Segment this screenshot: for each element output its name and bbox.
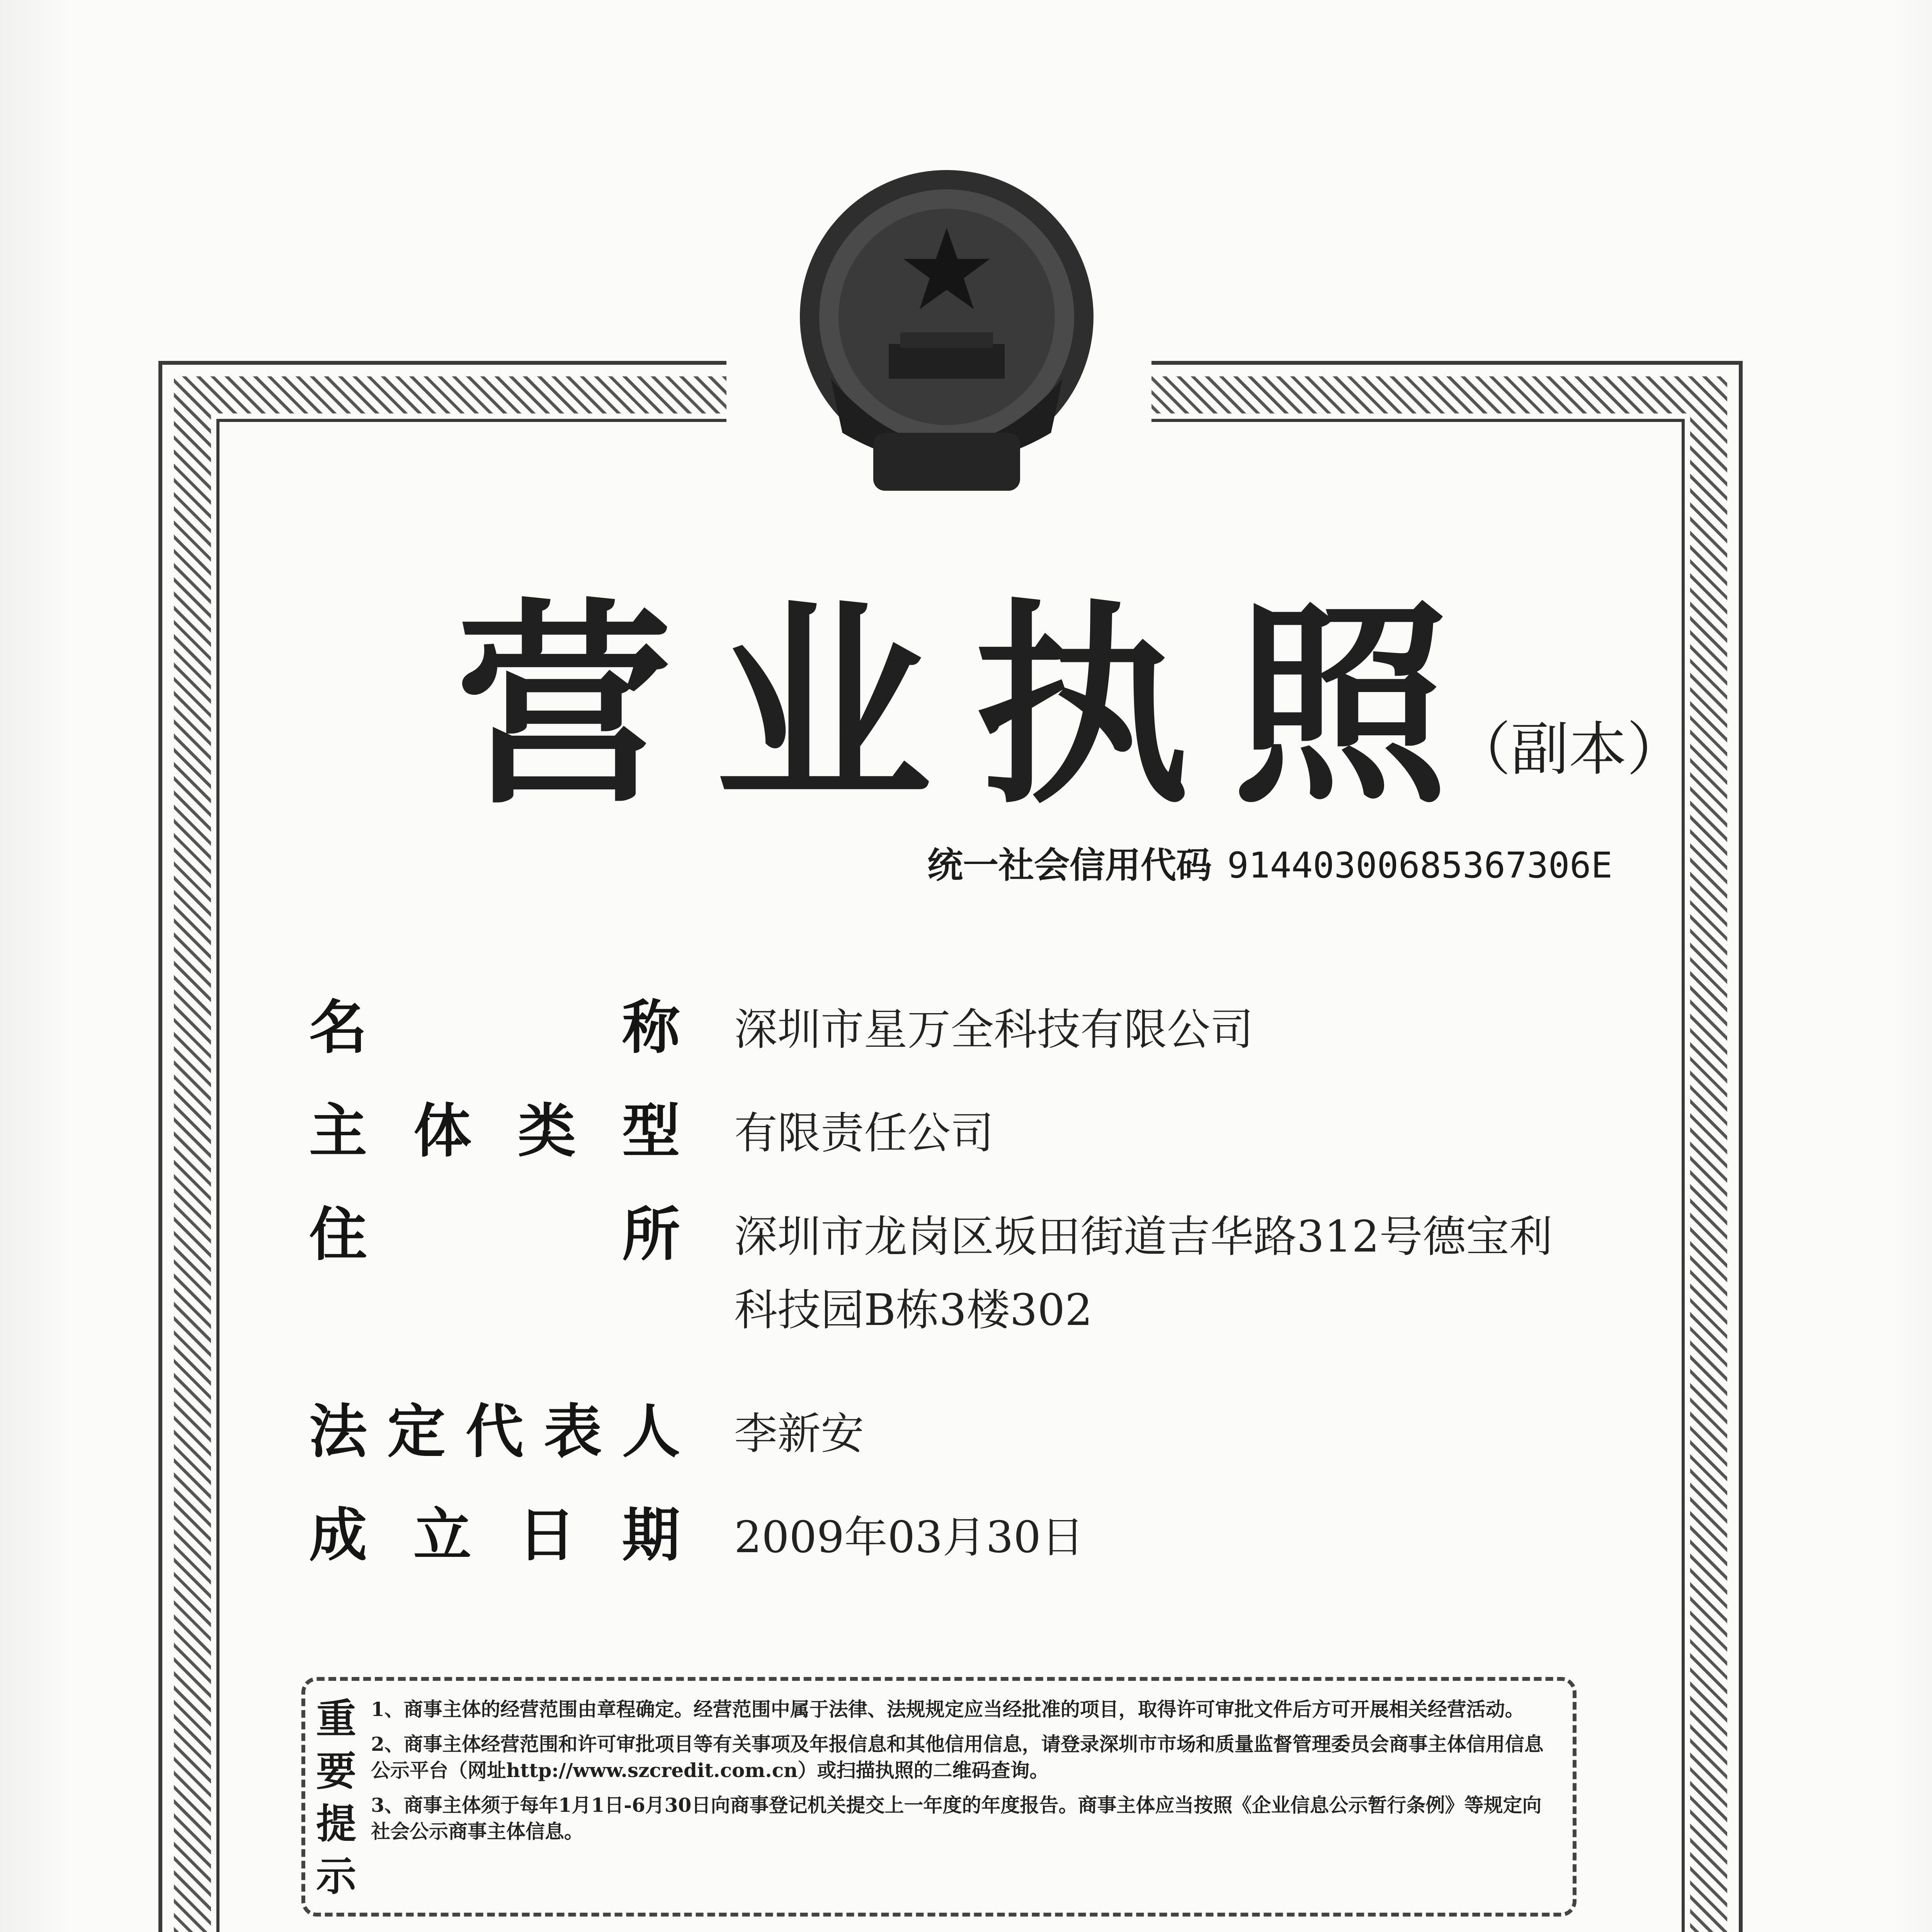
field-label: 住所 bbox=[309, 1201, 680, 1269]
field-label: 主体类型 bbox=[309, 1098, 680, 1165]
document-title: 营业执照 bbox=[456, 581, 1492, 833]
field-value: 深圳市龙岗区坂田街道吉华路312号德宝利科技园B栋3楼302 bbox=[734, 1212, 1553, 1335]
national-emblem-icon bbox=[773, 162, 1121, 510]
field-label: 法定代表人 bbox=[309, 1398, 680, 1466]
notice-body bbox=[371, 1696, 1557, 1853]
field-address bbox=[309, 1196, 1584, 1347]
notice-heading: 重要提示 bbox=[316, 1695, 356, 1900]
credit-code bbox=[927, 838, 1612, 893]
copy-label: （副本） bbox=[1453, 716, 1685, 783]
notice-item: 2、商事主体经营范围和许可审批项目等有关事项及年报信息和其他信用信息，请登录深圳市市场和质量监督管理委员会商事主体信用信息公示平台（网址http://www.szcredit.com.cn）或扫描执照的二维码查询。 bbox=[371, 1733, 1544, 1782]
field-label: 名称 bbox=[309, 994, 680, 1061]
field-legal-representative bbox=[309, 1393, 1584, 1471]
license-fields bbox=[309, 989, 1584, 1600]
field-value: 深圳市星万全科技有限公司 bbox=[734, 1005, 1253, 1055]
field-value: 2009年03月30日 bbox=[734, 1512, 1085, 1563]
field-label: 成立日期 bbox=[309, 1502, 680, 1569]
field-name bbox=[309, 989, 1584, 1066]
notice-item: 1、商事主体的经营范围由章程确定。经营范围中属于法律、法规规定应当经批准的项目，取得许可审批文件后方可开展相关经营活动。 bbox=[371, 1698, 1524, 1721]
field-value: 李新安 bbox=[734, 1409, 864, 1459]
notice-item: 3、商事主体须于每年1月1日-6月30日向商事登记机关提交上一年度的年度报告。商事主体应当按照《企业信息公示暂行条例》等规定向社会公示商事主体信息。 bbox=[371, 1794, 1542, 1843]
field-entity-type bbox=[309, 1093, 1584, 1170]
credit-code-value: 91440300685367306E bbox=[1227, 845, 1613, 886]
credit-code-label: 统一社会信用代码 bbox=[927, 845, 1212, 886]
field-value: 有限责任公司 bbox=[734, 1108, 994, 1158]
notice-box bbox=[301, 1677, 1577, 1917]
field-establishment-date bbox=[309, 1497, 1584, 1574]
